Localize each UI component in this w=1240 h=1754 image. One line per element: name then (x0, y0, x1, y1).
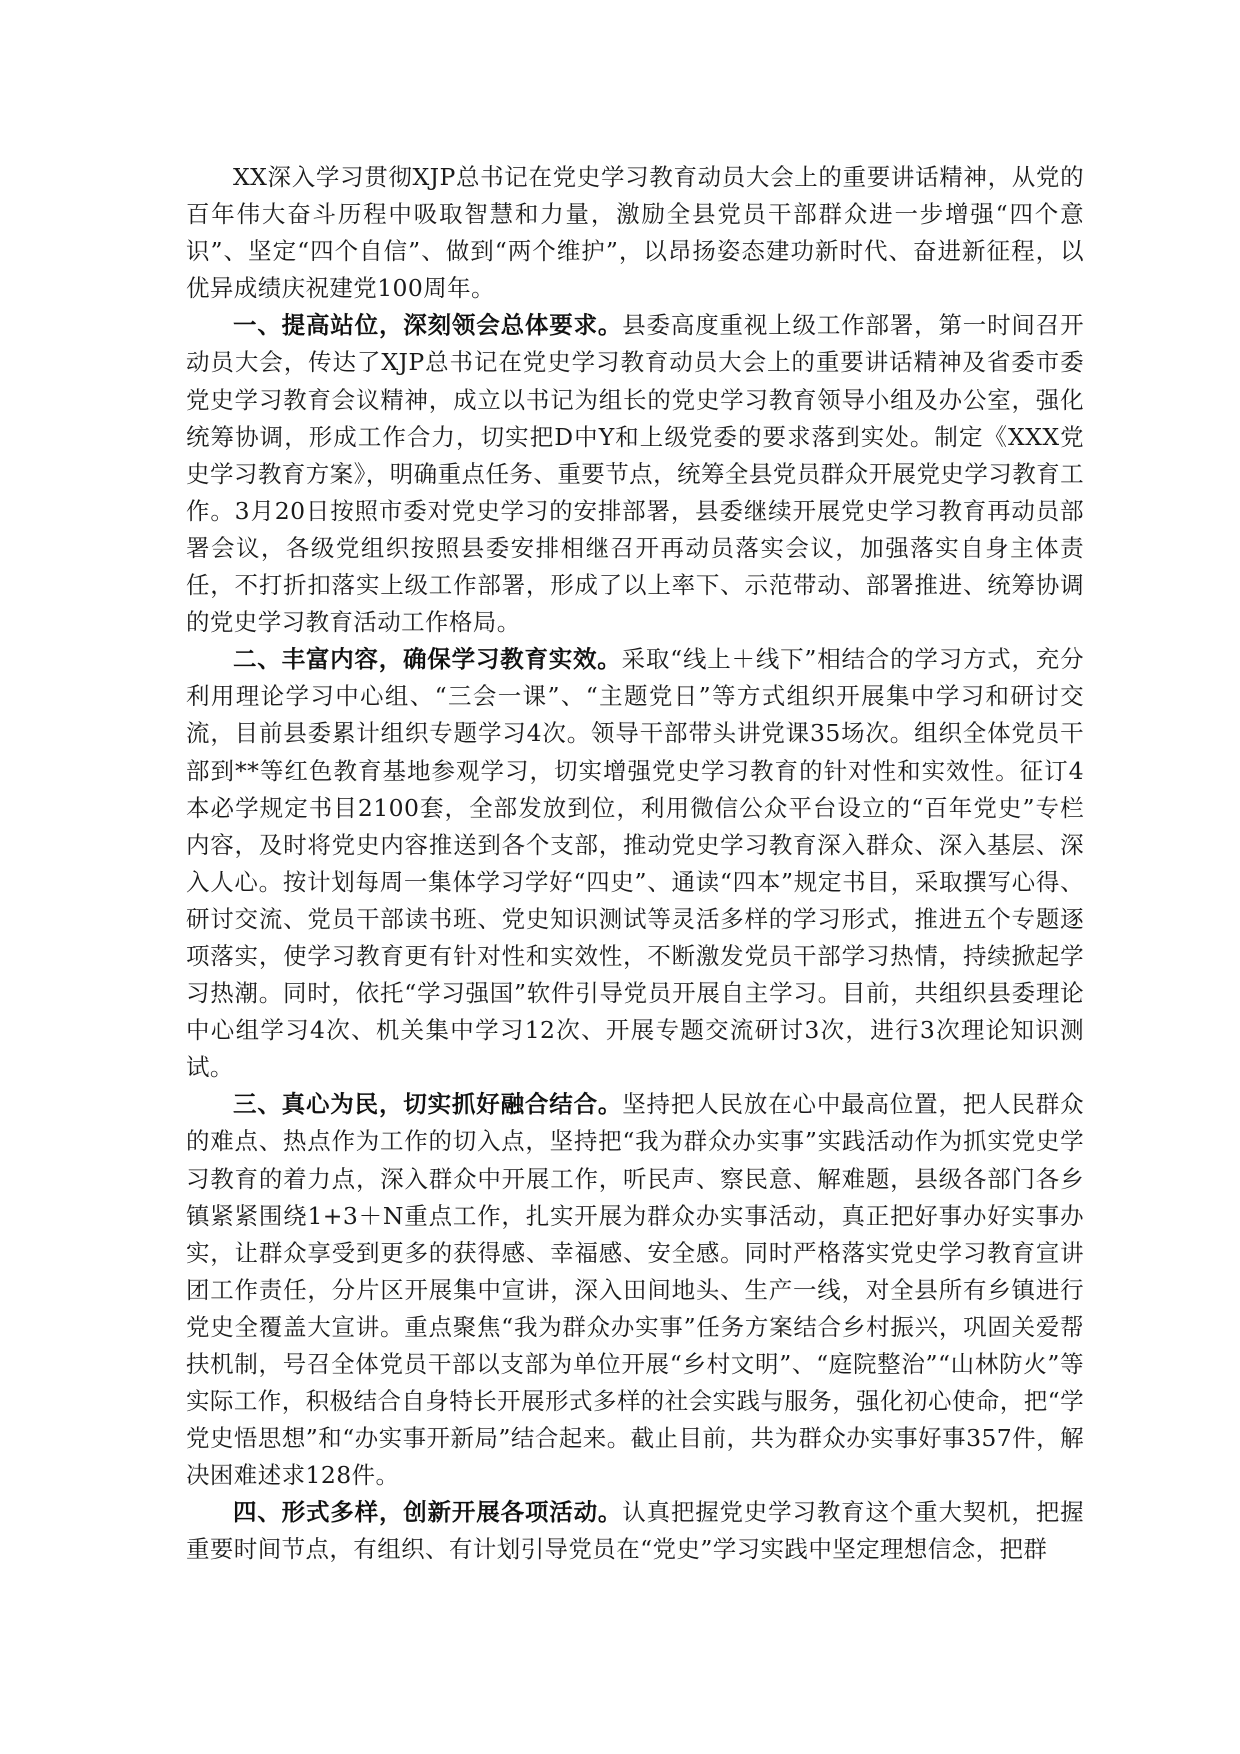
section-1-text: 县委高度重视上级工作部署，第一时间召开动员大会，传达了XJP总书记在党史学习教育动员大会上的重要讲话精神及省委市委党史学习教育会议精神，成立以书记为组长的党史学习教育领导小组及办公室，强化统筹协调，形成工作合力，切实把D中Y和上级党委的要求落到实处。制定《XXX党史学习教育方案》，明确重点任务、重要节点，统筹全县党员群众开展党史学习教育工作。3月20日按照市委对党史学习的安排部署，县委继续开展党史学习教育再动员部署会议，各级党组织按照县委安排相继召开再动员落实会议，加强落实自身主体责任，不打折扣落实上级工作部署，形成了以上率下、示范带动、部署推进、统筹协调的党史学习教育活动工作格局。 (186, 311, 1084, 637)
section-3-heading: 三、真心为民，切实抓好融合结合。 (233, 1090, 623, 1119)
document-body (186, 159, 1084, 1569)
intro-paragraph (186, 159, 1084, 307)
section-4-heading: 四、形式多样，创新开展各项活动。 (233, 1498, 623, 1527)
section-1-heading: 一、提高站位，深刻领会总体要求。 (233, 311, 623, 340)
section-3-text: 坚持把人民放在心中最高位置，把人民群众的难点、热点作为工作的切入点，坚持把“我为群众办实事”实践活动作为抓实党史学习教育的着力点，深入群众中开展工作，听民声、察民意、解难题，县级各部门各乡镇紧紧围绕1+3＋N重点工作，扎实开展为群众办实事活动，真正把好事办好实事办实，让群众享受到更多的获得感、幸福感、安全感。同时严格落实党史学习教育宣讲团工作责任，分片区开展集中宣讲，深入田间地头、生产一线，对全县所有乡镇进行党史全覆盖大宣讲。重点聚焦“我为群众办实事”任务方案结合乡村振兴，巩固关爱帮扶机制，号召全体党员干部以支部为单位开展“乡村文明”、“庭院整治”“山林防火”等实际工作，积极结合自身特长开展形式多样的社会实践与服务，强化初心使命，把“学党史悟思想”和“办实事开新局”结合起来。截止目前，共为群众办实事好事357件，解决困难述求128件。 (186, 1090, 1084, 1490)
section-2-paragraph (186, 641, 1084, 1086)
section-2-text: 采取“线上＋线下”相结合的学习方式，充分利用理论学习中心组、“三会一课”、“主题党日”等方式组织开展集中学习和研讨交流，目前县委累计组织专题学习4次。领导干部带头讲党课35场次。组织全体党员干部到**等红色教育基地参观学习，切实增强党史学习教育的针对性和实效性。征订4本必学规定书目2100套，全部发放到位，利用微信公众平台设立的“百年党史”专栏内容，及时将党史内容推送到各个支部，推动党史学习教育深入群众、深入基层、深入人心。按计划每周一集体学习学好“四史”、通读“四本”规定书目，采取撰写心得、研讨交流、党员干部读书班、党史知识测试等灵活多样的学习形式，推进五个专题逐项落实，使学习教育更有针对性和实效性，不断激发党员干部学习热情，持续掀起学习热潮。同时，依托“学习强国”软件引导党员开展自主学习。目前，共组织县委理论中心组学习4次、机关集中学习12次、开展专题交流研讨3次，进行3次理论知识测试。 (186, 645, 1084, 1082)
section-1-paragraph (186, 307, 1084, 641)
paragraph-text: XX深入学习贯彻XJP总书记在党史学习教育动员大会上的重要讲话精神，从党的百年伟大奋斗历程中吸取智慧和力量，激励全县党员干部群众进一步增强“四个意识”、坚定“四个自信”、做到“两个维护”，以昂扬姿态建功新时代、奋进新征程，以优异成绩庆祝建党100周年。 (186, 163, 1084, 303)
section-4-text: 认真把握党史学习教育这个重大契机，把握重要时间节点，有组织、有计划引导党员在“党史”学习实践中坚定理想信念，把群 (186, 1498, 1084, 1564)
section-3-paragraph (186, 1086, 1084, 1494)
section-4-paragraph (186, 1494, 1084, 1568)
section-2-heading: 二、丰富内容，确保学习教育实效。 (233, 645, 622, 674)
